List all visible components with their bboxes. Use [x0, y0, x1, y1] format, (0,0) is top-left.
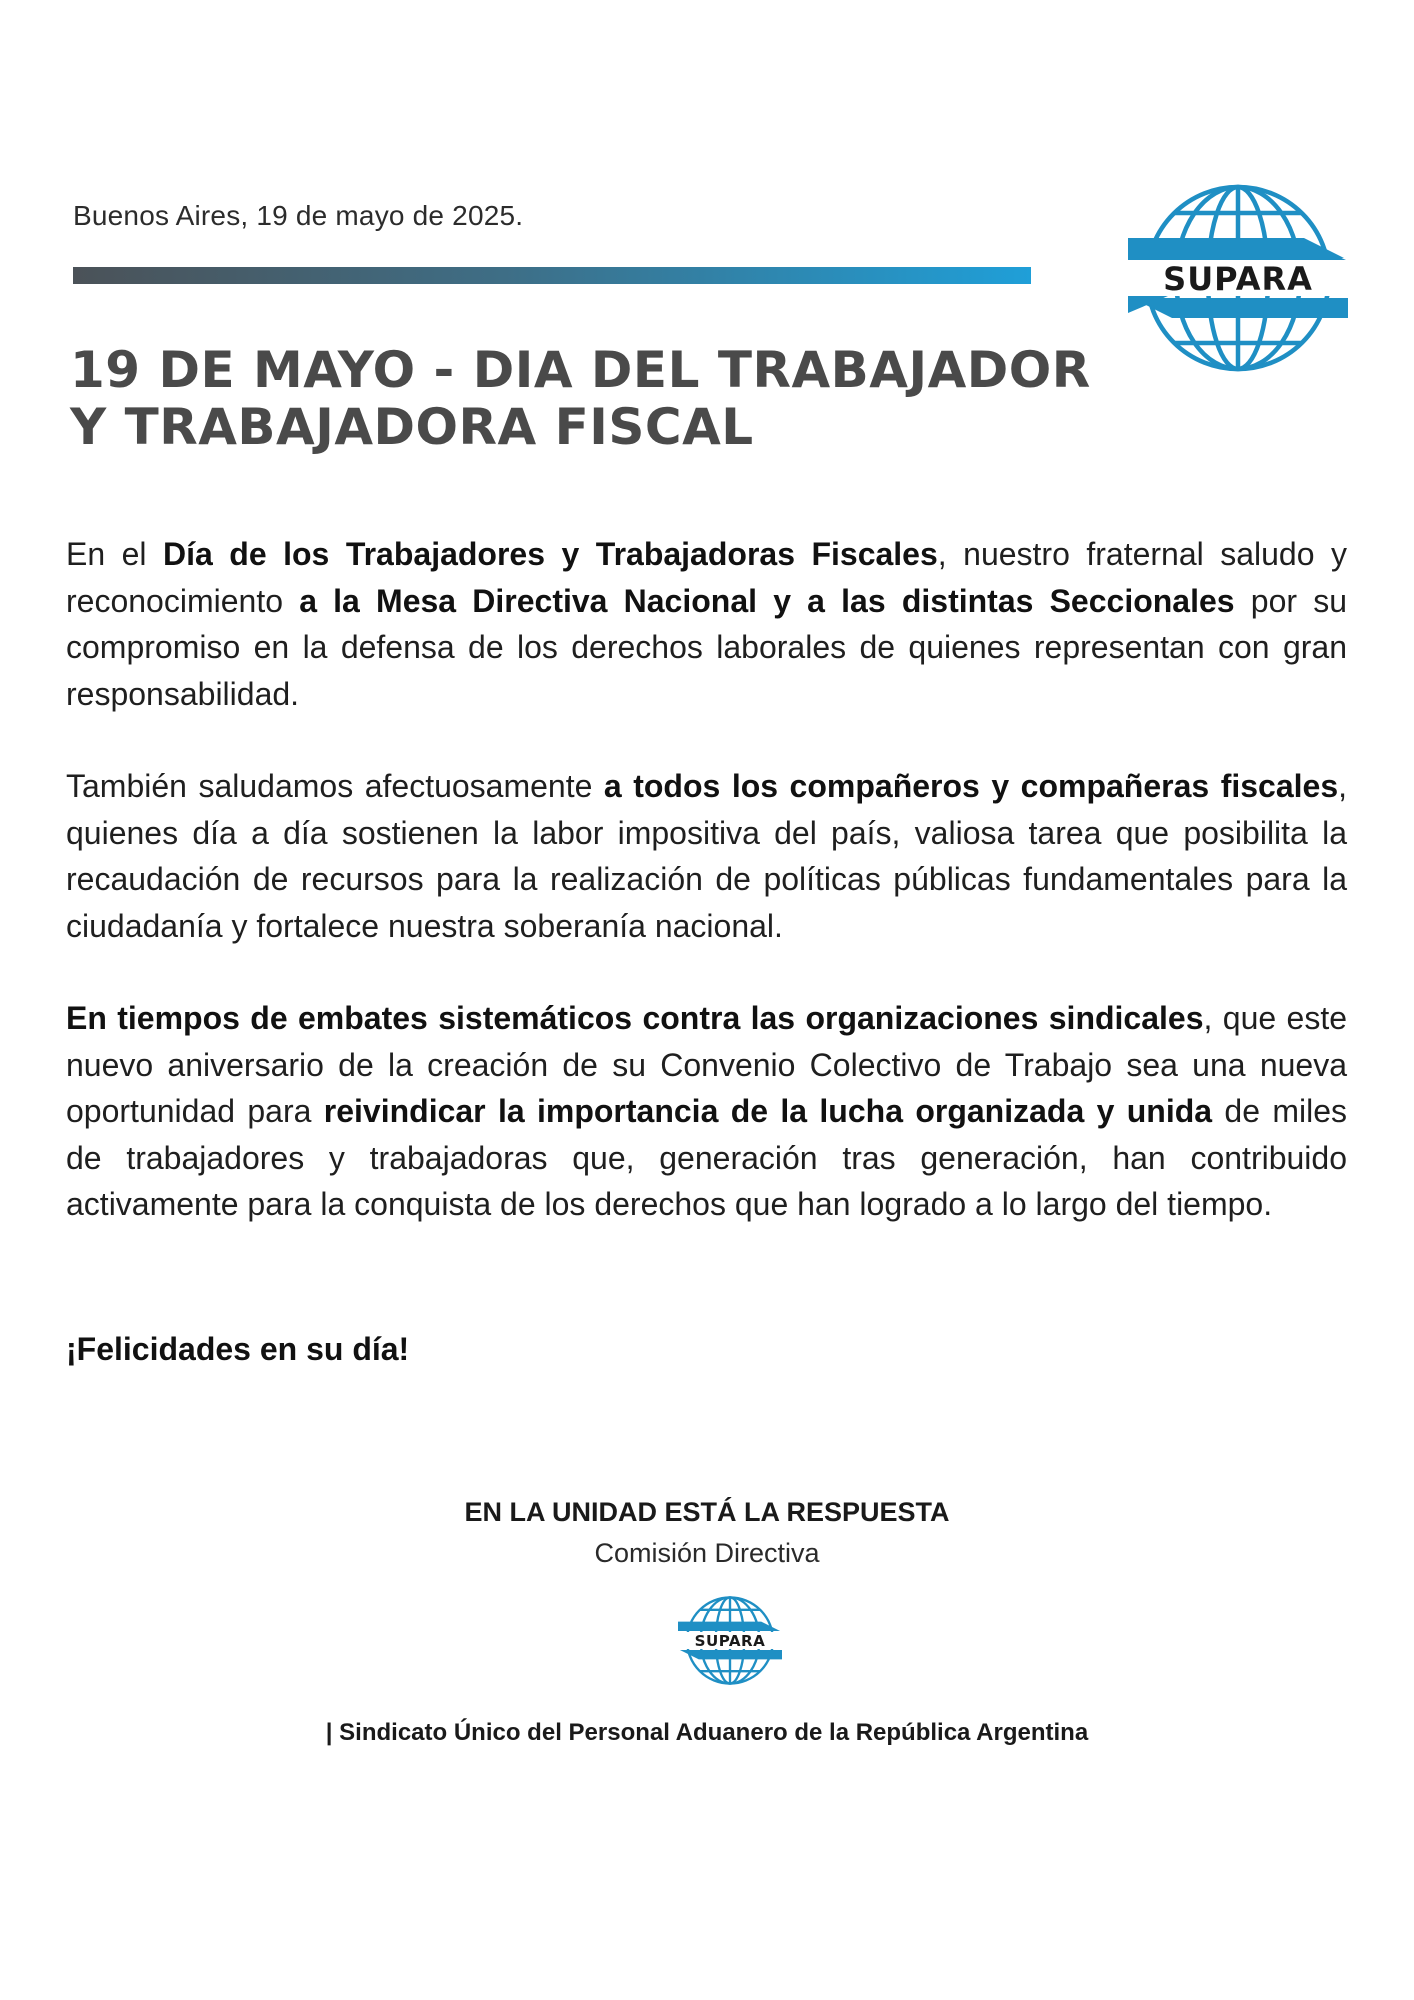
- footer-motto: EN LA UNIDAD ESTÁ LA RESPUESTA: [464, 1497, 950, 1527]
- title-line-2: Y TRABAJADORA FISCAL: [70, 398, 754, 456]
- letter-body: [66, 531, 1347, 1274]
- paragraph-3-bold-1: En tiempos de embates sistemáticos contra las organizaciones sindicales: [66, 1000, 1204, 1036]
- paragraph-2: [66, 763, 1347, 949]
- closing-greeting: ¡Felicidades en su día!: [66, 1331, 410, 1367]
- paragraph-1-bold-1: Día de los Trabajadores y Trabajadoras Fiscales: [163, 536, 938, 572]
- logo-small-text: SUPARA: [694, 1632, 766, 1651]
- paragraph-1-text-2: , nuestro fraternal saludo y reconocimiento: [66, 536, 1348, 619]
- title-line-1: 19 DE MAYO - DIA DEL TRABAJADOR: [70, 341, 1091, 399]
- paragraph-1-bold-2: a la Mesa Directiva Nacional y a las distintas Seccionales: [299, 582, 1235, 619]
- paragraph-2-text-1: También saludamos afectuosamente: [66, 768, 604, 804]
- paragraph-3: [66, 995, 1347, 1228]
- accent-bar: [73, 267, 1031, 284]
- logo-text: SUPARA: [1163, 260, 1313, 298]
- paragraph-1-text-1: En el: [66, 536, 164, 572]
- paragraph-2-bold-1: a todos los compañeros y compañeras fiscales: [603, 768, 1339, 804]
- supara-globe-logo-small-icon: [678, 1593, 782, 1688]
- paragraph-1: [66, 531, 1347, 717]
- paragraph-3-text-2: de miles de trabajadores y trabajadoras que, generación tras generación, han contribuido activamente para la conquista de los derechos que han logrado a lo largo del tiempo.: [66, 1093, 1348, 1222]
- paragraph-3-bold-2: reivindicar la importancia de la lucha organizada y unida: [323, 1093, 1213, 1129]
- page-title: [70, 342, 1091, 456]
- paragraph-3-text-1: , que este nuevo aniversario de la creación de su Convenio Colectivo de Trabajo sea una nueva oportunidad para: [66, 1000, 1348, 1129]
- dateline: Buenos Aires, 19 de mayo de 2025.: [73, 200, 524, 231]
- organization-name: | Sindicato Único del Personal Aduanero de la República Argentina: [325, 1719, 1089, 1746]
- paragraph-2-text-2: , quienes día a día sostienen la labor impositiva del país, valiosa tarea que posibilita la recaudación de recursos para la realización de políticas públicas fundamentales para la ciudadanía y fortalece nuestra soberanía nacional.: [66, 768, 1347, 944]
- supara-globe-logo-icon: [1128, 178, 1348, 378]
- footer-signature: Comisión Directiva: [594, 1538, 820, 1568]
- paragraph-1-text-3: por su compromiso en la defensa de los derechos laborales de quienes representan con gran responsabilidad.: [66, 582, 1348, 712]
